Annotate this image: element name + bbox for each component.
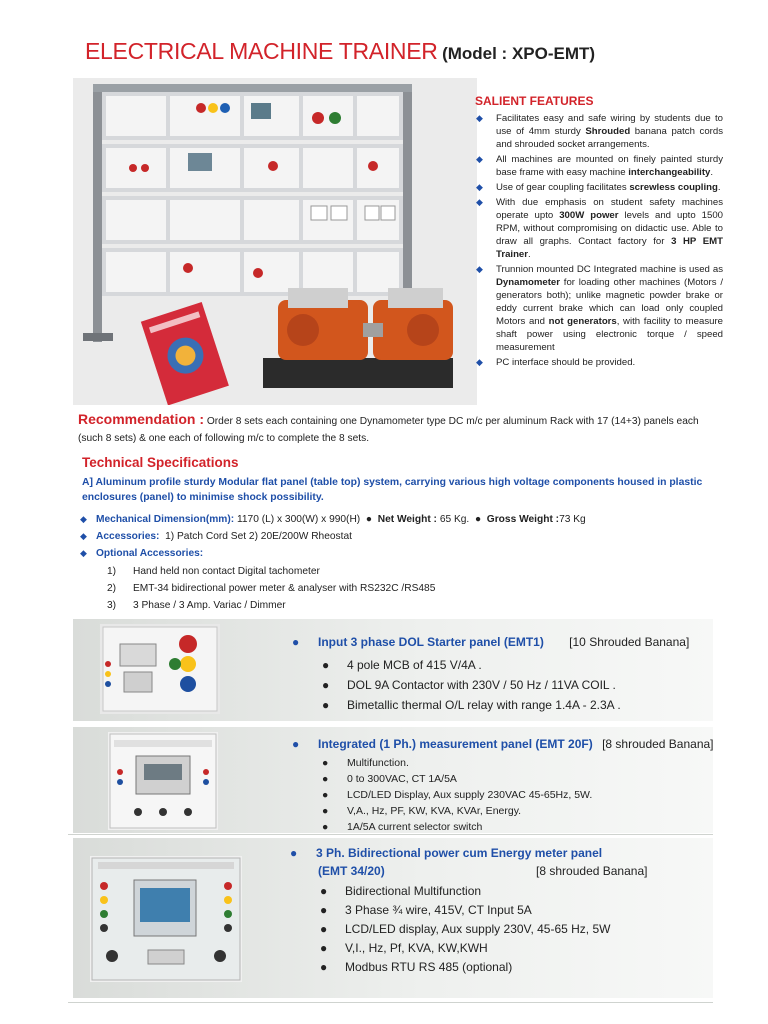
product-2-title: ● Integrated (1 Ph.) measurement panel (EMT 20F) [8 shrouded Banana] [292,737,714,751]
salient-list [473,112,723,371]
diamond-bullet-icon: ◆ [476,154,483,164]
option-text: 3 Phase / 3 Amp. Variac / Dimmer [133,600,286,611]
option-text: Hand held non contact Digital tachometer [133,566,320,577]
diamond-bullet-icon: ◆ [476,182,483,192]
product-1-features [319,655,621,715]
bullet-dot-icon: ● [320,941,328,955]
feature-item: ● V,A., Hz, PF, KW, KVA, KVAr, Energy. [322,805,522,817]
recommendation [78,411,718,447]
accessories-line: ◆ Accessories: 1) Patch Cord Set 2) 20E/200W Rheostat [80,531,352,542]
feature-item: ● LCD/LED Display, Aux supply 230VAC 45-65Hz, 5W. [322,789,593,801]
bullet-dot-icon: ● [322,698,330,712]
diamond-bullet-icon: ◆ [476,264,483,274]
energy-meter-panel-image [90,856,242,982]
tech-a-text: A] Aluminum profile sturdy Modular flat panel (table top) system, carrying various high voltage components housed in plastic enclosures (panel) to minimise shock possibility. [82,477,703,503]
feature-item: ● Bidirectional Multifunction [317,882,610,901]
feature-item: ● Bimetallic thermal O/L relay with range 1.4A - 2.3A . [319,695,621,715]
bullet-dot-icon: ● [322,757,329,769]
salient-item: ◆ With due emphasis on student safety machines operate upto 300W power levels and upto 1500 RPM, without compromising on didactic use. Able to draw all graphs. Contact factory for 3 HP EMT Trainer. [476,197,724,260]
bullet-dot-icon: ● [320,922,328,936]
mech-label: Mechanical Dimension(mm): [96,514,235,525]
salient-item: ◆ PC interface should be provided. [476,357,636,368]
tech-heading: Technical Specifications [82,455,239,470]
acc-value: 1) Patch Cord Set 2) 20E/200W Rheostat [165,531,352,542]
salient-item: ◆ Use of gear coupling facilitates screwless coupling. [476,182,721,193]
optional-accessories-line: ◆ Optional Accessories: [80,548,204,559]
salient-item: ◆ Trunnion mounted DC Integrated machine is used as Dynamometer for loading other machines (Motors / generators both); unlike magnetic powder brake or eddy current brake which can load only coupled Motors and not generators, with facility to measure shaft power using electronic torque / speed measurement [476,264,723,353]
bullet-dot-icon: ● [320,884,328,898]
bullet-dot-icon: ● [322,773,329,785]
product-3-title-2: (EMT 34/20) [8 shrouded Banana] [318,864,648,878]
bullet-dot-icon: ● [320,903,328,917]
opt-label: Optional Accessories: [96,548,204,559]
page-title [85,38,595,65]
dol-starter-panel-image [100,624,220,714]
product-2-features [319,755,592,835]
net-label: Net Weight : [377,514,437,525]
bullet-dot-icon: ● [322,821,329,833]
salient-heading: SALIENT FEATURES [475,94,594,108]
salient-item: ◆ All machines are mounted on finely painted sturdy base frame with easy machine interchangeability. [476,154,723,178]
feature-item: ● 3 Phase ¾ wire, 415V, CT Input 5A [317,901,610,920]
recommendation-text: Order 8 sets each containing one Dynamometer type DC m/c per aluminum Rack with 17 (14+3) panels each (such 8 sets) & one each of following m/c to complete the 8 sets. [78,416,699,444]
divider [68,834,713,835]
gross-label: Gross Weight : [486,514,560,525]
bullet-dot-icon: ● [322,789,329,801]
diamond-bullet-icon: ◆ [476,197,483,207]
title-main: ELECTRICAL MACHINE TRAINER [85,38,438,64]
bullet-dot-icon: ● [322,678,330,692]
feature-item: ● V,I., Hz, Pf, KVA, KW,KWH [317,939,610,958]
option-number: 2) [107,583,117,594]
gross-value: 73 Kg [559,514,586,525]
mechanical-dimension-line: ◆ Mechanical Dimension(mm): 1170 (L) x 300(W) x 990(H) ● Net Weight : 65 Kg. ● Gross Weight :73 Kg [80,514,586,525]
feature-item: ● Multifunction. [322,757,409,769]
product-1-title: ● Input 3 phase DOL Starter panel (EMT1) [10 Shrouded Banana] [292,635,690,649]
feature-item: ● 0 to 300VAC, CT 1A/5A [322,773,457,785]
mech-value: 1170 (L) x 300(W) x 990(H) [236,514,361,525]
bullet-dot-icon: ● [320,960,328,974]
bullet-dot-icon: ● [322,805,329,817]
measurement-panel-image [108,732,218,830]
recommendation-heading: Recommendation : [78,411,205,427]
diamond-bullet-icon: ◆ [476,357,483,367]
option-text: EMT-34 bidirectional power meter & analyser with RS232C /RS485 [133,583,436,594]
feature-item: ● 4 pole MCB of 415 V/4A . [319,655,621,675]
feature-item: ● Modbus RTU RS 485 (optional) [317,958,610,977]
option-number: 3) [107,600,117,611]
diamond-bullet-icon: ◆ [476,113,483,123]
bullet-dot-icon: ● [322,658,330,672]
title-model: (Model : XPO-EMT) [442,44,596,63]
bottom-divider [68,1002,713,1003]
product-3-features [317,882,610,977]
net-value: 65 Kg. [439,514,470,525]
product-3-title: ● 3 Ph. Bidirectional power cum Energy meter panel [290,846,603,860]
acc-label: Accessories: [96,531,160,542]
feature-item: ● DOL 9A Contactor with 230V / 50 Hz / 11VA COIL . [319,675,621,695]
option-number: 1) [107,566,117,577]
salient-item: ◆ Facilitates easy and safe wiring by students due to use of 4mm sturdy Shrouded banana patch cords and shrouded socket arrangements. [476,113,723,150]
feature-item: ● 1A/5A current selector switch [322,821,483,833]
trainer-photo [73,78,477,405]
feature-item: ● LCD/LED display, Aux supply 230V, 45-65 Hz, 5W [317,920,610,939]
